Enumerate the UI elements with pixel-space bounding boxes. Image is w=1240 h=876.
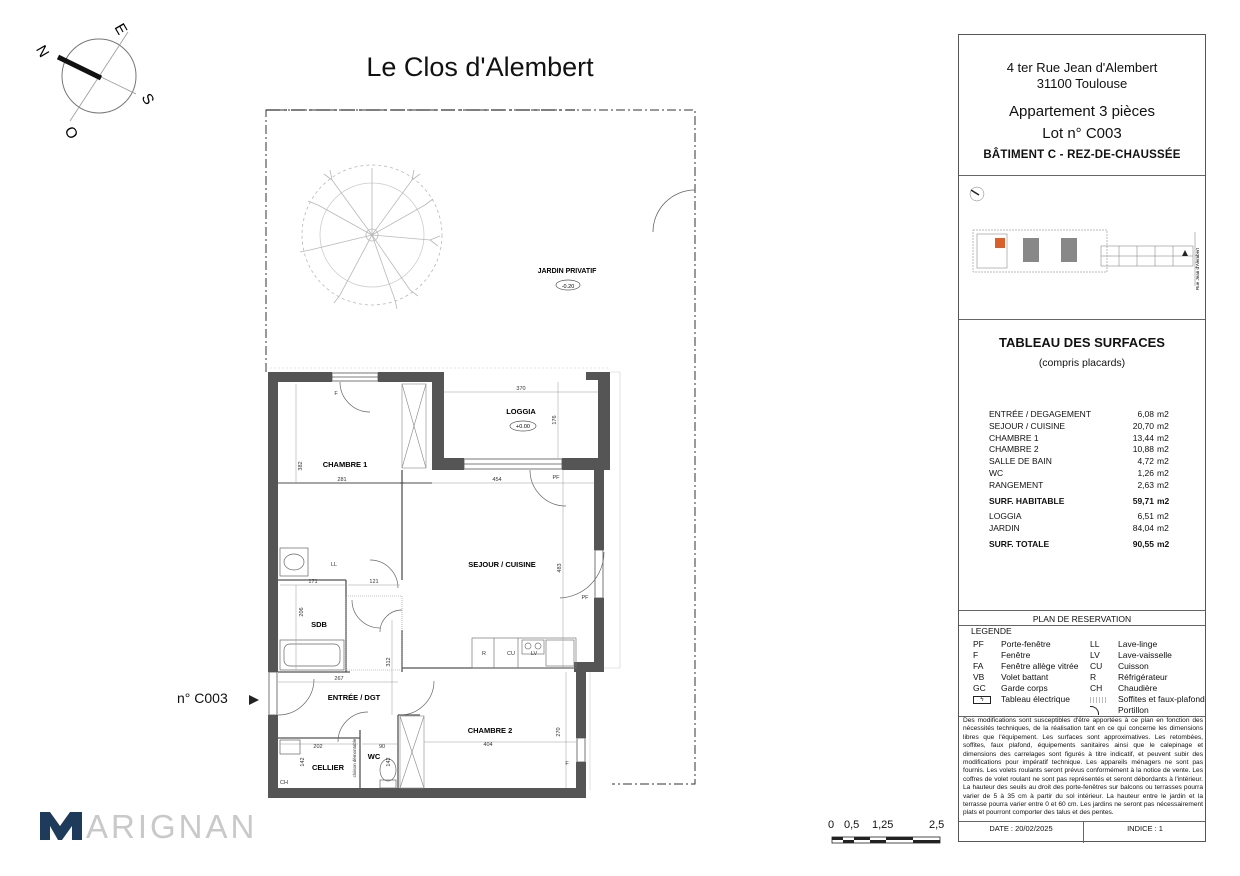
surface-row: ENTRÉE / DEGAGEMENT 6,08 m2 — [989, 409, 1169, 419]
dim-121: 121 — [369, 579, 379, 585]
lot-label: Lot n° — [1042, 125, 1082, 142]
dim-370: 370 — [516, 386, 526, 392]
legend-item: F Fenêtre — [973, 650, 1031, 660]
lot-number: C003 — [1085, 125, 1122, 142]
address-line1: 4 ter Rue Jean d'Alembert — [1006, 60, 1158, 75]
legend-item: LV Lave-vaisselle — [1090, 650, 1172, 660]
dim-382: 382 — [298, 461, 304, 471]
compass-east: E — [110, 20, 131, 38]
room-label-sdb: SDB — [311, 620, 327, 629]
surface-row: WC 1,26 m2 — [989, 467, 1169, 478]
legend-item: CH Chaudière — [1090, 683, 1158, 693]
dim-312: 312 — [386, 657, 392, 667]
apartment-type: Appartement 3 pièces — [1009, 103, 1155, 120]
legend-item: LL Lave-linge — [1090, 639, 1158, 649]
tree-icon — [300, 165, 442, 309]
mark-ll: LL — [330, 562, 338, 568]
dim-90: 90 — [378, 744, 386, 750]
surface-total-row: SURF. TOTALE 90,55 m2 — [989, 538, 1170, 549]
scale-label-1: 0,5 — [844, 819, 860, 831]
room-label-chambre1: CHAMBRE 1 — [322, 460, 368, 469]
legend-title: LEGENDE — [971, 626, 1012, 636]
legend-item: GC Garde corps — [973, 683, 1048, 693]
lot-row — [959, 125, 1205, 142]
marignan-logo-icon — [40, 812, 82, 840]
surface-row: RANGEMENT 2,63 m2 — [989, 479, 1169, 490]
dim-270: 270 — [556, 727, 562, 737]
entry-arrow-icon — [249, 695, 259, 705]
compass-south: S — [137, 90, 158, 108]
surface-row: LOGGIA 6,51 m2 — [989, 511, 1169, 522]
compass-north: N — [32, 42, 53, 61]
mark-ch: CH — [280, 780, 288, 786]
surface-row: SEJOUR / CUISINE 20,70 m2 — [989, 420, 1169, 431]
room-label-loggia: LOGGIA — [506, 407, 536, 416]
legend-item: Portillon — [1090, 705, 1149, 715]
plan-index: INDICE : 1 — [1127, 824, 1163, 833]
kitchen-counter — [472, 638, 576, 668]
legend-item: R Réfrigérateur — [1090, 672, 1168, 682]
dim-281: 281 — [337, 477, 347, 483]
plan-date: DATE : 20/02/2025 — [989, 824, 1053, 833]
info-panel — [958, 34, 1206, 842]
legend-item: VB Volet battant — [973, 672, 1049, 682]
scale-bar — [832, 837, 940, 843]
scale-label-3: 2,5 — [929, 819, 945, 831]
room-label-sejour: SEJOUR / CUISINE — [468, 560, 536, 569]
dim-454: 454 — [492, 477, 502, 483]
site-street-label: Rue Jean d'Alembert — [1195, 248, 1200, 290]
garden-boundary — [266, 110, 695, 784]
dim-142b: 142 — [386, 757, 392, 767]
scale-labels — [828, 819, 948, 835]
mark-cu: CU — [507, 651, 515, 657]
legend-item: Soffites et faux-plafond — [1090, 694, 1205, 704]
mark-r: R — [482, 651, 486, 657]
electric-panel-icon: ϟ — [973, 696, 991, 704]
address-line2: 31100 Toulouse — [1036, 76, 1128, 91]
level-loggia: +0.00 — [516, 424, 530, 430]
mark-pf1: PF — [552, 475, 560, 481]
mark-lv: LV — [530, 651, 538, 657]
dim-176: 176 — [552, 415, 558, 425]
surfaces-title: TABLEAU DES SURFACES — [999, 335, 1165, 350]
plan-reservation-title: PLAN DE RESERVATION — [1032, 614, 1132, 624]
dim-202: 202 — [313, 744, 323, 750]
cupboards — [346, 384, 426, 788]
lot-marker: n° C003 — [177, 690, 228, 706]
scale-label-2: 1,25 — [872, 819, 894, 831]
dim-483: 483 — [557, 563, 563, 573]
surfaces-table — [989, 409, 1173, 551]
mark-cloison: cloison démontable — [352, 738, 357, 778]
site-plan — [959, 176, 1205, 306]
soffit-icon — [1090, 697, 1108, 703]
mark-pf2: PF — [581, 595, 589, 601]
dim-404: 404 — [483, 742, 493, 748]
compass-rose — [32, 21, 157, 143]
compass-west: O — [60, 123, 82, 143]
legend-item: PF Porte-fenêtre — [973, 639, 1051, 649]
legend-item: FA Fenêtre allège vitrée — [973, 661, 1079, 671]
surfaces-subtitle: (compris placards) — [1038, 357, 1126, 369]
building-label: BÂTIMENT C - REZ-DE-CHAUSSÉE — [983, 149, 1181, 161]
room-label-chambre2: CHAMBRE 2 — [467, 726, 513, 735]
room-label-cellier: CELLIER — [311, 763, 345, 772]
surface-row: JARDIN 84,04 m2 — [989, 523, 1169, 534]
room-label-entree: ENTRÉE / DGT — [327, 693, 381, 702]
level-jardin: -0.20 — [561, 284, 575, 290]
mark-f2: F — [565, 761, 569, 767]
surface-row: CHAMBRE 1 13,44 m2 — [989, 432, 1169, 443]
surface-habitable-row: SURF. HABITABLE 59,71 m2 — [989, 495, 1170, 506]
project-title: Le Clos d'Alembert — [366, 52, 594, 82]
room-label-wc: WC — [367, 752, 381, 761]
legend-item: CU Cuisson — [1090, 661, 1149, 671]
legend-item: ϟ Tableau électrique — [973, 694, 1070, 704]
surface-row: CHAMBRE 2 10,88 m2 — [989, 444, 1169, 455]
logo-text: ARIGNAN — [86, 808, 258, 845]
surface-row: SALLE DE BAIN 4,72 m2 — [989, 456, 1169, 467]
dim-171: 171 — [308, 579, 318, 585]
dim-267: 267 — [334, 676, 344, 682]
scale-label-0: 0 — [828, 819, 835, 831]
dim-206: 206 — [299, 607, 305, 617]
gate-icon — [1090, 706, 1099, 715]
dim-142a: 142 — [300, 757, 306, 767]
disclaimer-text: Des modifications sont susceptibles d'être apportées à ce plan en fonction des nécessités techniques, de la réalisation tant en ce qui concerne les dimensions libres que l'équipement. Les surfaces sont approximatives. Les retombées, soffites, faux plafond, équipements sanitaires ainsi que le calepinage et dimensions des carrelages sont figurés à titre indicatif, et peuvent subir des modifications pour impératif technique. Les appareils ménagers ne sont pas fournis. Les volets roulants seront prévus conformément à la notice de vente. Les coffres de volet roulant ne sont pas représentés et seront débordants à l'intérieur. La hauteur des seuils au droit des porte-fenêtres sur balcons ou terrasses pourra varier de 5 à 35 cm à partir du sol intérieur. La hauteur entre le jardin et la terrasse pourra varier entre 0 et 60 cm. Les jardins ne seront pas nécessairement plats et pourront comporter des talus et des pentes. — [963, 717, 1203, 817]
room-label-jardin: JARDIN PRIVATIF — [537, 268, 597, 275]
mark-f1: F — [334, 391, 338, 397]
